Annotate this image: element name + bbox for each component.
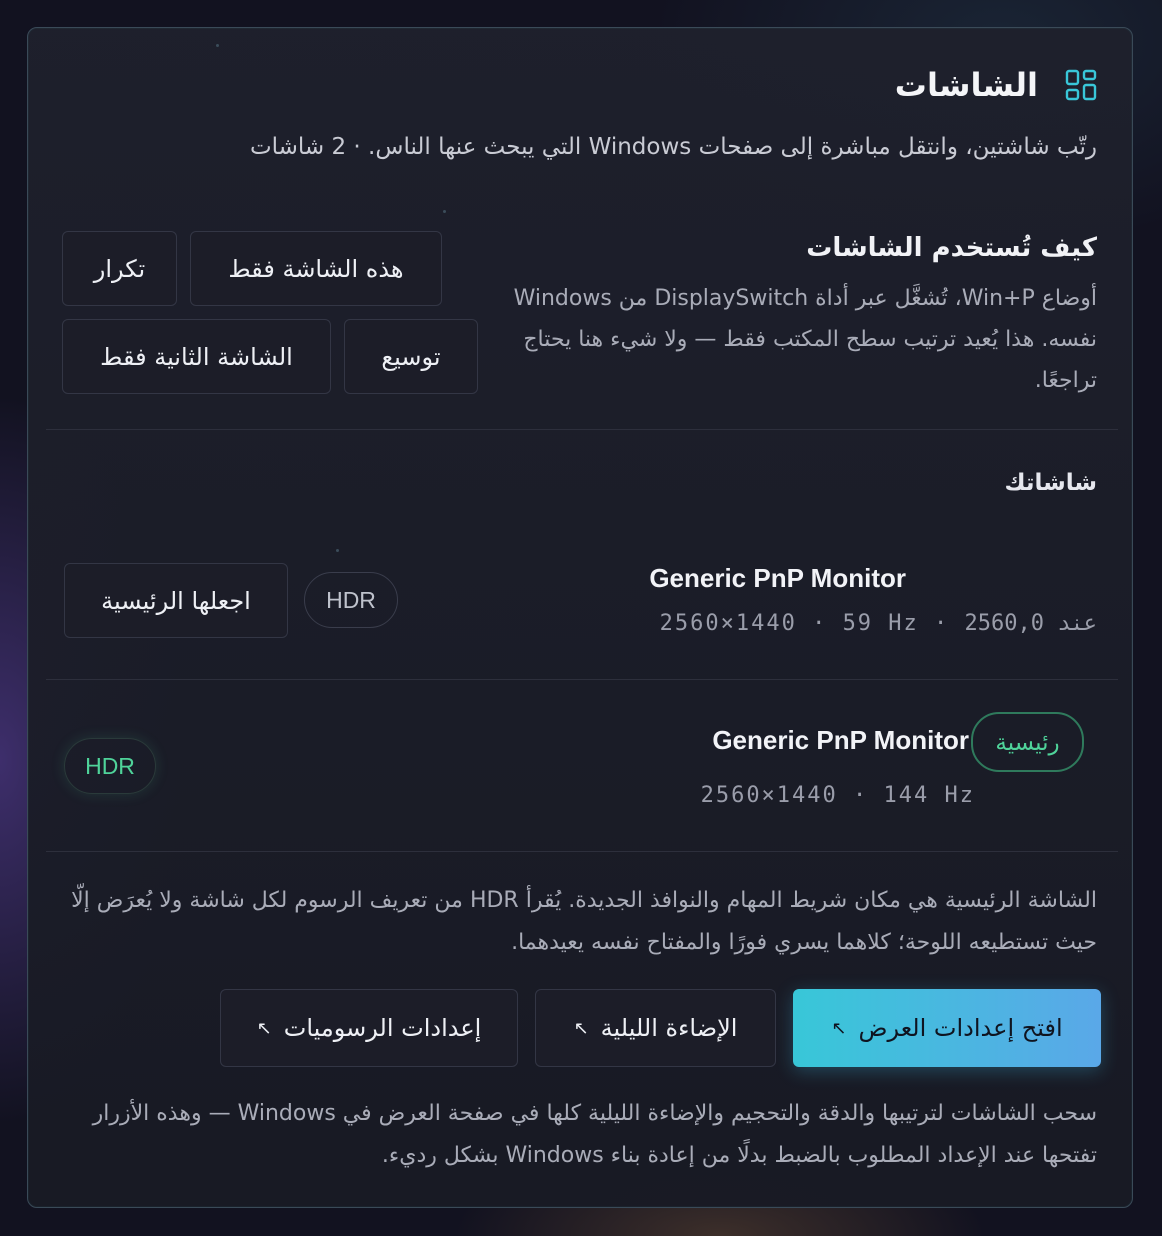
night-light-label: الإضاءة الليلية (600, 1014, 738, 1042)
monitor-meta: 2560×1440 · 59 Hz · عند 2560,0 (659, 611, 1097, 636)
hdr-toggle[interactable]: HDR (304, 572, 398, 628)
graphics-settings-button[interactable] (220, 989, 518, 1067)
open-display-label: افتح إعدادات العرض (858, 1014, 1063, 1042)
monitor-meta: 2560×1440 · 144 Hz (700, 783, 975, 808)
external-arrow-icon: ↖ (831, 1017, 847, 1039)
page-subtitle: رتّب شاشتين، وانتقل مباشرة إلى صفحات Windows التي يبحث عنها الناس. · 2 شاشات (249, 134, 1097, 160)
monitor-name: Generic PnP Monitor (649, 563, 906, 593)
layout-grid-icon (1065, 69, 1097, 101)
info-note: الشاشة الرئيسية هي مكان شريط المهام والنوافذ الجديدة. يُقرأ HDR من تعريف الرسوم لكل شاشة ولا يُعرَض إلّا حيث تستطيعه اللوحة؛ كلاهما يسري فورًا والمفتاح نفسه يعيدهما. (71, 888, 1097, 955)
night-light-button[interactable] (535, 989, 776, 1067)
displays-panel (27, 27, 1133, 1208)
divider (46, 429, 1118, 430)
mode-duplicate-button[interactable]: تكرار (62, 231, 177, 306)
mode-this-only-button[interactable]: هذه الشاشة فقط (190, 231, 442, 306)
divider (46, 851, 1118, 852)
open-display-settings-button[interactable] (793, 989, 1101, 1067)
footer-note: سحب الشاشات لترتيبها والدقة والتحجيم والإضاءة الليلية كلها في صفحة العرض في Windows — وهذه الأزرار تفتحها عند الإعداد المطلوب بالضبط بدلًا من إعادة بناء Windows بشكل رديء. (92, 1101, 1097, 1168)
hdr-toggle[interactable]: HDR (64, 738, 156, 794)
external-arrow-icon: ↖ (256, 1017, 272, 1039)
graphics-settings-label: إعدادات الرسوميات (283, 1014, 482, 1042)
divider (46, 679, 1118, 680)
monitors-section-label: شاشاتك (1004, 470, 1097, 496)
usage-description: أوضاع Win+P، تُشغَّل عبر أداة DisplaySwitch من Windows نفسه. هذا يُعيد ترتيب سطح المكتب فقط — ولا شيء هنا يحتاج تراجعًا. (513, 286, 1097, 393)
external-arrow-icon: ↖ (573, 1017, 589, 1039)
mode-second-only-button[interactable]: الشاشة الثانية فقط (62, 319, 331, 394)
primary-badge: رئيسية (971, 712, 1084, 772)
make-primary-button[interactable]: اجعلها الرئيسية (64, 563, 288, 638)
usage-heading: كيف تُستخدم الشاشات (806, 233, 1097, 263)
page-title: الشاشات (894, 66, 1038, 104)
mode-extend-button[interactable]: توسيع (344, 319, 478, 394)
monitor-name: Generic PnP Monitor (712, 725, 969, 755)
